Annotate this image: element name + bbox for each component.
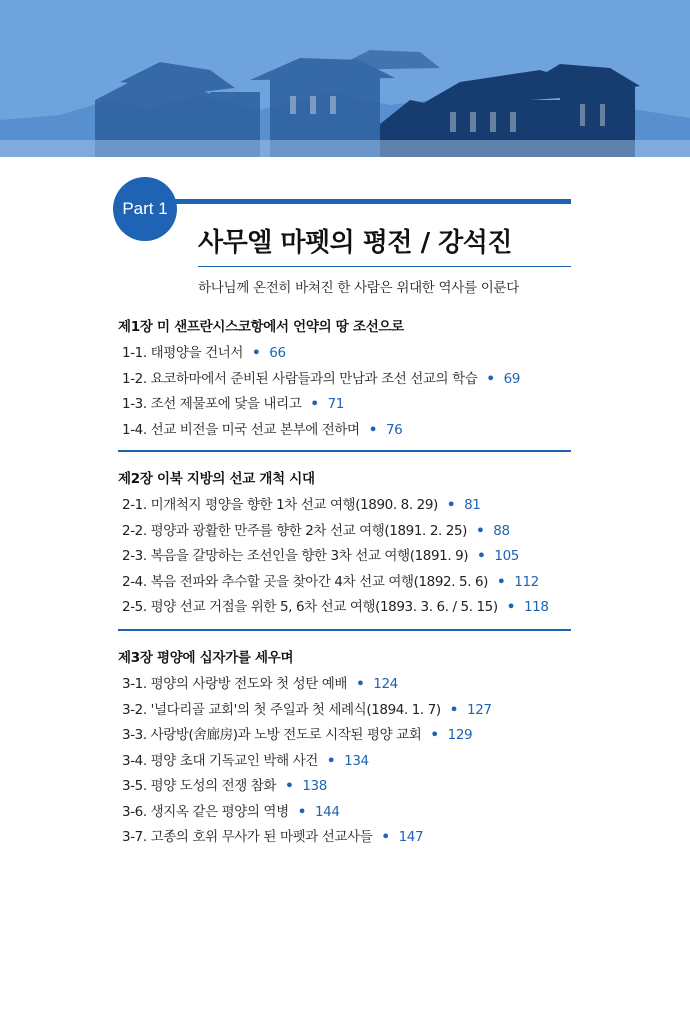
- toc-entry[interactable]: [118, 595, 578, 621]
- toc-entry[interactable]: [118, 749, 578, 775]
- toc-entry[interactable]: [118, 367, 578, 393]
- toc-entry-label: 3-6. 생지옥 같은 평양의 역병: [122, 803, 289, 820]
- bullet-dot-icon: •: [285, 778, 294, 794]
- toc-entry-page: 81: [464, 497, 481, 513]
- bullet-dot-icon: •: [381, 829, 390, 845]
- toc-entry-page: 88: [493, 522, 510, 539]
- bullet-dot-icon: •: [477, 548, 486, 564]
- toc-entry[interactable]: [118, 825, 578, 851]
- page-title: 사무엘 마펫의 평전 / 강석진: [198, 228, 512, 258]
- bullet-dot-icon: •: [430, 727, 439, 743]
- title-underline: [198, 266, 571, 267]
- chapter-2: [118, 465, 578, 621]
- toc-entry-label: 3-2. '널다리골 교회'의 첫 주일과 첫 세례식(1894. 1. 7): [122, 701, 441, 718]
- toc-entry-page: 124: [373, 676, 398, 692]
- toc-entry-page: 66: [269, 345, 286, 361]
- toc-entry-label: 2-5. 평양 선교 거점을 위한 5, 6차 선교 여행(1893. 3. 6. / 5. 15): [122, 599, 498, 615]
- bullet-dot-icon: •: [326, 752, 336, 769]
- toc-entry[interactable]: [118, 392, 578, 418]
- toc-entry-page: 127: [467, 701, 492, 718]
- toc-entry-page: 76: [385, 421, 403, 438]
- chapter-divider: [118, 450, 571, 452]
- toc-entry[interactable]: [118, 418, 578, 444]
- bullet-dot-icon: •: [368, 421, 377, 438]
- bullet-dot-icon: •: [310, 396, 319, 412]
- bullet-dot-icon: •: [252, 345, 261, 361]
- part-badge: Part 1: [113, 177, 177, 241]
- toc-entry-label: 1-2. 요코하마에서 준비된 사람들과의 만남과 조선 선교의 학습: [122, 370, 478, 387]
- bullet-dot-icon: •: [449, 701, 458, 718]
- toc-entry[interactable]: [118, 570, 578, 596]
- header-banner-photo: [0, 0, 690, 157]
- toc-entry-page: 105: [494, 548, 519, 564]
- bullet-dot-icon: •: [497, 573, 506, 590]
- toc-entry-page: 69: [503, 370, 520, 387]
- toc-entry[interactable]: [118, 519, 578, 545]
- page-subtitle: 하나님께 온전히 바쳐진 한 사람은 위대한 역사를 이룬다: [198, 280, 519, 296]
- toc-entry[interactable]: [118, 723, 578, 749]
- toc-entry-page: 134: [344, 752, 369, 769]
- chapter-3: [118, 644, 578, 851]
- toc-entry[interactable]: [118, 341, 578, 367]
- toc-entry-label: 1-3. 조선 제물포에 닻을 내리고: [122, 396, 302, 412]
- bullet-dot-icon: •: [356, 676, 365, 692]
- toc-entry-label: 2-1. 미개척지 평양을 향한 1차 선교 여행(1890. 8. 29): [122, 497, 438, 513]
- chapter-title: 제2장 이북 지방의 선교 개척 시대: [118, 471, 315, 487]
- toc-entry[interactable]: [118, 774, 578, 800]
- toc-entry-page: 138: [302, 778, 327, 794]
- bullet-dot-icon: •: [486, 370, 495, 387]
- toc-entry-label: 3-3. 사랑방(舍廊房)과 노방 전도로 시작된 평양 교회: [122, 727, 422, 743]
- bullet-dot-icon: •: [506, 599, 515, 615]
- toc-entry[interactable]: [118, 544, 578, 570]
- chapter-title: 제1장 미 샌프란시스코항에서 언약의 땅 조선으로: [118, 319, 404, 335]
- toc-entry-page: 71: [327, 396, 344, 412]
- chapter-title: 제3장 평양에 십자가를 세우며: [118, 650, 294, 666]
- toc-entry-page: 129: [447, 727, 473, 743]
- chapter-1: [118, 313, 578, 443]
- chapter-divider: [118, 629, 571, 631]
- toc-entry-label: 2-3. 복음을 갈망하는 조선인을 향한 3차 선교 여행(1891. 9): [122, 548, 469, 564]
- toc-entry[interactable]: [118, 698, 578, 724]
- toc-entry[interactable]: [118, 672, 578, 698]
- toc-entry[interactable]: [118, 493, 578, 519]
- bullet-dot-icon: •: [446, 497, 456, 513]
- bullet-dot-icon: •: [476, 522, 485, 539]
- toc-entry[interactable]: [118, 800, 578, 826]
- toc-entry-label: 2-4. 복음 전파와 추수할 곳을 찾아간 4차 선교 여행(1892. 5. 6): [122, 573, 489, 590]
- toc-entry-label: 3-4. 평양 초대 기독교인 박해 사건: [122, 752, 318, 769]
- toc-entry-label: 3-5. 평양 도성의 전쟁 참화: [122, 778, 277, 794]
- toc-entry-label: 1-4. 선교 비전을 미국 선교 본부에 전하며: [122, 421, 360, 438]
- part-header-rule: [150, 199, 571, 204]
- toc-entry-label: 3-1. 평양의 사랑방 전도와 첫 성탄 예배: [122, 676, 348, 692]
- toc-entry-page: 147: [398, 829, 424, 845]
- toc-entry-page: 118: [523, 599, 549, 615]
- toc-entry-page: 112: [514, 573, 539, 590]
- historic-buildings-illustration: [0, 0, 690, 157]
- toc-entry-label: 2-2. 평양과 광활한 만주를 향한 2차 선교 여행(1891. 2. 25): [122, 522, 468, 539]
- bullet-dot-icon: •: [297, 803, 306, 820]
- toc-entry-page: 144: [314, 803, 340, 820]
- toc-entry-label: 3-7. 고종의 호위 무사가 된 마펫과 선교사들: [122, 829, 373, 845]
- toc-entry-label: 1-1. 태평양을 건너서: [122, 345, 244, 361]
